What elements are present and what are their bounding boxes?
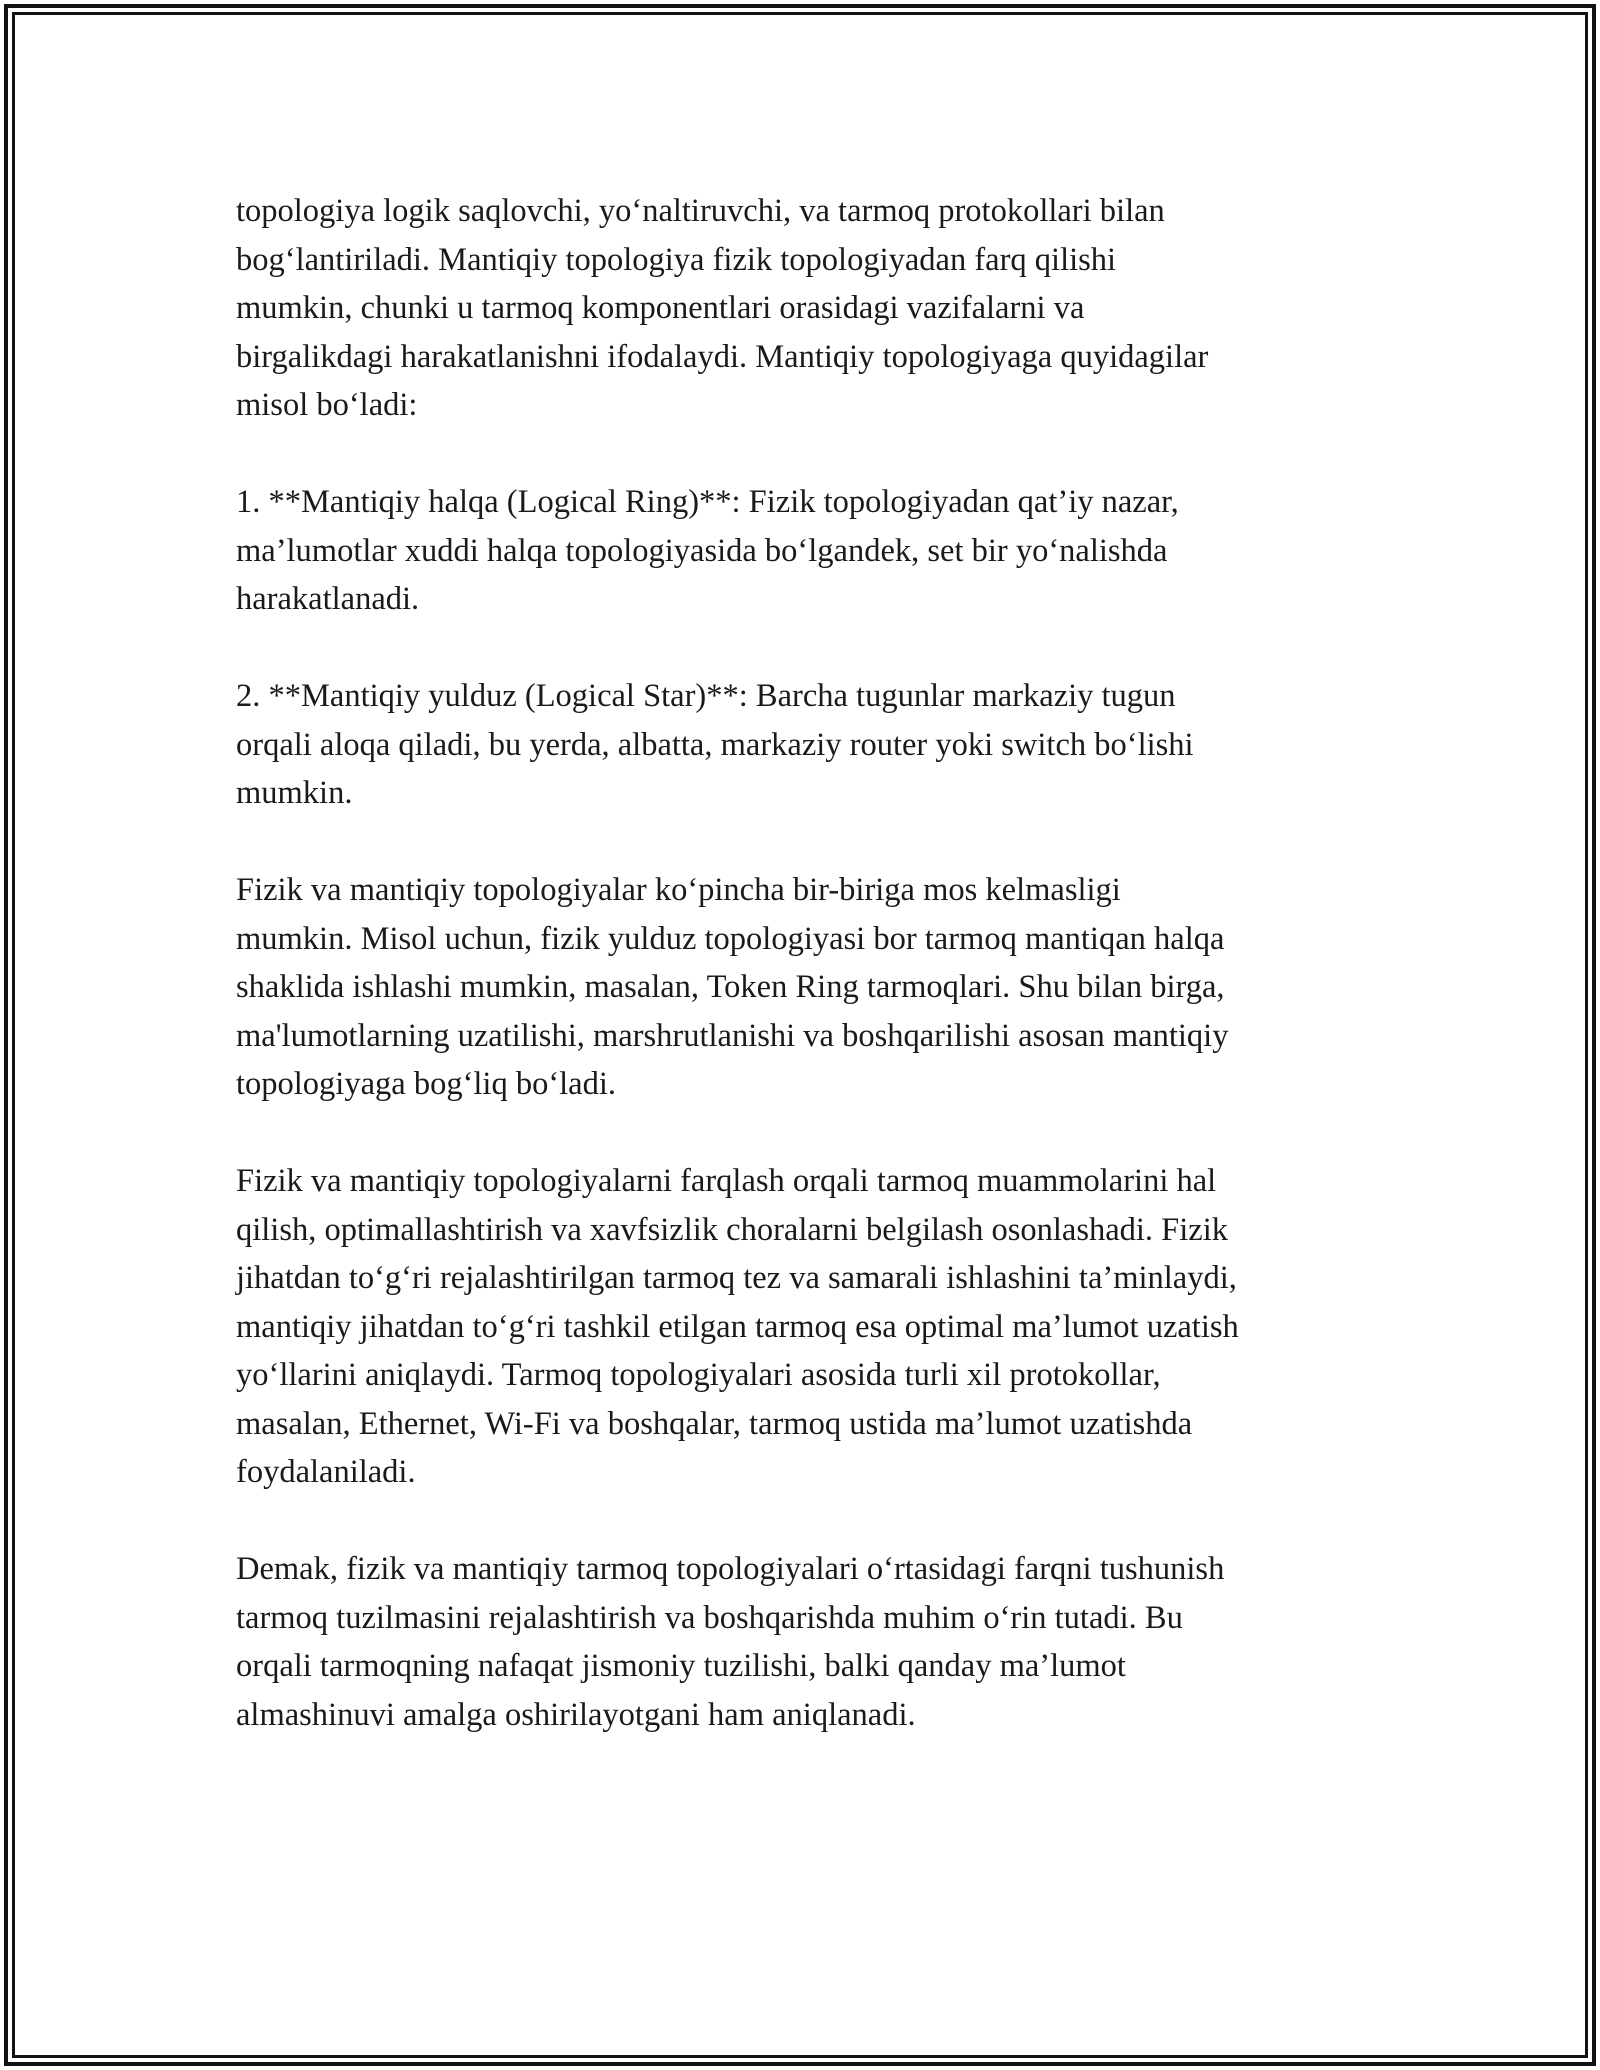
paragraph-conclusion: Demak, fizik va mantiqiy tarmoq topologiyalari o‘rtasidagi farqni tushunish tarmoq tuzilmasini rejalashtirish va boshqarishda muhim o‘rin tutadi. Bu orqali tarmoqning nafaqat jismoniy tuzilishi, balki qanday ma’lumot almashinuvi amalga oshirilayotgani ham aniqlanadi. [236,1551,1225,1733]
list-item-logical-star: 2. **Mantiqiy yulduz (Logical Star)**: Barcha tugunlar markaziy tugun orqali aloqa qiladi, bu yerda, albatta, markaziy router yoki switch bo‘lishi mumkin. [236,678,1194,811]
paragraph-distinguishing-topologies: Fizik va mantiqiy topologiyalarni farqlash orqali tarmoq muammolarini hal qilish, optimallashtirish va xavfsizlik choralarni belgilash osonlashadi. Fizik jihatdan to‘g‘ri rejalashtirilgan tarmoq tez va samarali ishlashini ta’minlaydi, mantiqiy jihatdan to‘g‘ri tashkil etilgan tarmoq esa optimal ma’lumot uzatish yo‘llarini aniqlaydi. Tarmoq topologiyalari asosida turli xil protokollar, masalan, Ethernet, Wi-Fi va boshqalar, tarmoq ustida ma’lumot uzatishda foydalaniladi. [236,1163,1239,1490]
paragraph-logical-topology-intro: topologiya logik saqlovchi, yo‘naltiruvchi, va tarmoq protokollari bilan bog‘lantiriladi. Mantiqiy topologiya fizik topologiyadan farq qilishi mumkin, chunki u tarmoq komponentlari orasidagi vazifalarni va birgalikdagi harakatlanishni ifodalaydi. Mantiqiy topologiyaga quyidagilar misol bo‘ladi: [236,193,1209,423]
paragraph-physical-vs-logical: Fizik va mantiqiy topologiyalar ko‘pincha bir-biriga mos kelmasligi mumkin. Misol uchun, fizik yulduz topologiyasi bor tarmoq mantiqan halqa shaklida ishlashi mumkin, masalan, Token Ring tarmoqlari. Shu bilan birga, ma'lumotlarning uzatilishi, marshrutlanishi va boshqarilishi asosan mantiqiy topologiyaga bog‘liq bo‘ladi. [236,872,1229,1102]
document-body [236,187,1400,1739]
list-item-logical-ring: 1. **Mantiqiy halqa (Logical Ring)**: Fizik topologiyadan qat’iy nazar, ma’lumotlar xuddi halqa topologiyasida bo‘lgandek, set bir yo‘nalishda harakatlanadi. [236,484,1179,617]
